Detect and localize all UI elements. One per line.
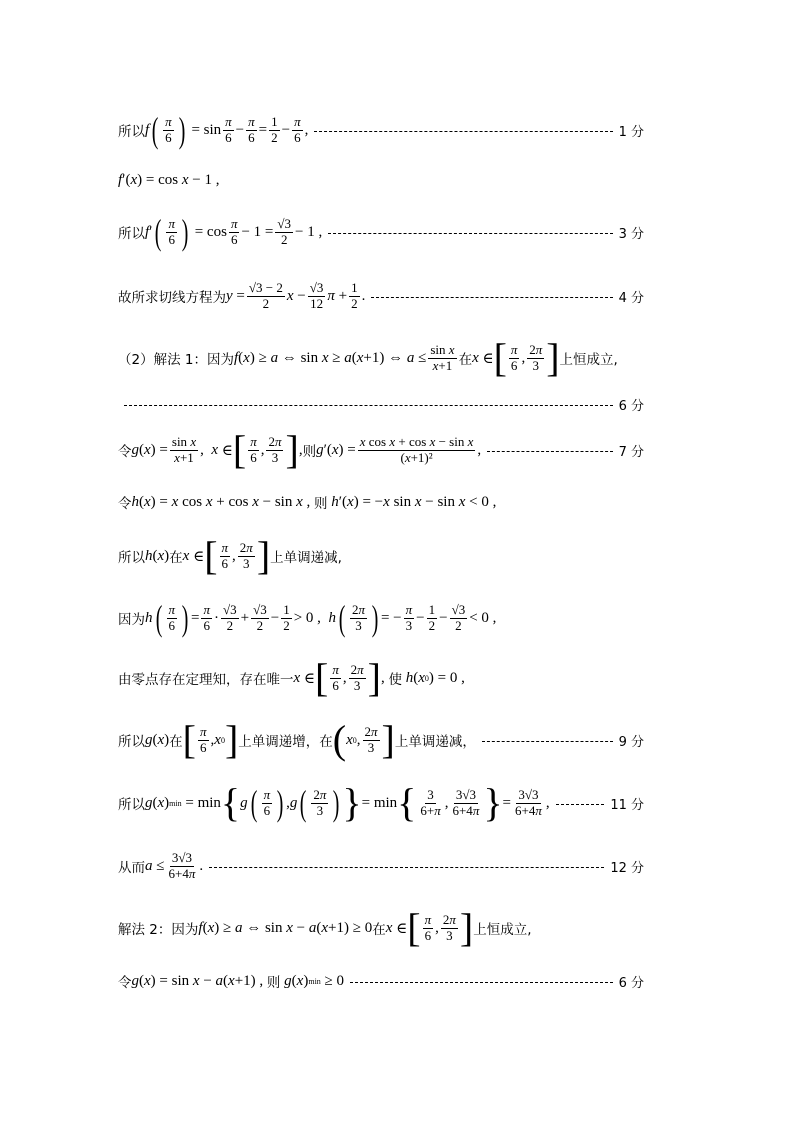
score-label: 11 分: [610, 797, 644, 813]
line-prefix: 所以: [118, 124, 145, 140]
line-prefix: 所以: [118, 797, 145, 813]
score-label: 3 分: [618, 226, 644, 242]
solution-line-7: [118, 427, 644, 472]
line-mid: 使: [388, 672, 402, 688]
line-mid: 则: [314, 496, 328, 512]
math-expression: h ( $\frac{\pi}{6}$ ) = $\frac{\pi}{6}$ · $\frac{√3}{2}$ + $\frac{√3}{2}$ − $\frac{1}{2}$ > 0 , h ( $\frac{2\pi}{3}$ ) = − $\frac{\pi}{3}$ − $\frac{1}{2}$ − $\frac{√3}{2}$ < 0 ,: [145, 598, 497, 638]
line-prefix: 所以: [118, 226, 145, 242]
score-label: 6 分: [618, 398, 644, 414]
line-mid: 在: [372, 922, 386, 938]
line-prefix: 令: [118, 975, 132, 991]
math-expression: f ′ ( $\frac{\pi}{6}$ ) = cos $\frac{\pi}{6}$ − 1 = $\frac{√3}{2}$ − 1 ,: [145, 212, 323, 252]
solution-line-8: [118, 490, 644, 514]
math-expression-2: [ $\frac{\pi}{6}$ , x 0 ]: [182, 717, 239, 762]
dotted-leader: [371, 297, 612, 298]
dotted-leader: [328, 233, 612, 234]
math-expression: f ′( x ) = cos x − 1 ,: [118, 171, 220, 188]
line-prefix: （2）解法 1：因为: [118, 352, 234, 368]
line-prefix: 因为: [118, 612, 145, 628]
math-expression: x ∈ [ $\frac{\pi}{6}$ , $\frac{2\pi}{3}$ ] ,: [293, 655, 389, 700]
solution-line-15: [118, 906, 674, 950]
score-label: 9 分: [618, 734, 644, 750]
line-mid: 则: [302, 444, 317, 460]
solution-line-13: [118, 780, 644, 826]
line-prefix: 所以: [118, 734, 145, 750]
line-prefix: 解法 2：因为: [118, 922, 199, 938]
line-prefix: 所以: [118, 550, 145, 566]
solution-line-11: [118, 656, 644, 700]
line-mid: 在: [458, 352, 473, 368]
line-prefix: 由零点存在定理知，存在唯一: [118, 672, 294, 688]
line-mid: 则: [266, 975, 281, 991]
score-label: 4 分: [618, 290, 644, 306]
dotted-leader: [487, 451, 612, 452]
dotted-leader: [482, 741, 613, 742]
math-expression-2: x ∈ [ $\frac{\pi}{6}$ , $\frac{2\pi}{3}$ ]: [182, 533, 271, 578]
line-suffix: 上恒成立,: [473, 922, 532, 938]
math-expression: g ( x ): [145, 731, 170, 748]
math-expression: f ( x ) ≥ a ⇔ sin x − a ( x +1) ≥ 0: [198, 919, 373, 936]
solution-line-6: [124, 394, 644, 414]
dotted-leader: [124, 405, 613, 406]
math-expression: h ( x ) = x cos x + cos x − sin x ,: [131, 493, 315, 510]
line-prefix: 令: [118, 496, 132, 512]
line-prefix: 令: [118, 444, 132, 460]
dotted-leader: [209, 867, 604, 868]
line-suffix: 上单调递减,: [270, 550, 342, 566]
solution-line-2: [118, 168, 644, 192]
math-expression: a ≤ $\frac{3√3}{6+4\pi}$ .: [145, 849, 204, 881]
score-label: 12 分: [610, 860, 644, 876]
score-label: 7 分: [618, 444, 644, 460]
math-expression-2: x ∈ [ $\frac{\pi}{6}$ , $\frac{2\pi}{3}$ ]: [385, 905, 474, 950]
math-expression: h ( x ): [145, 547, 170, 564]
math-expression-2: g ′( x ) = $\frac{\text{x cos x + cos x − sin x}}{\text{(x+1)²}}$ ,: [316, 433, 482, 465]
score-label: 6 分: [618, 975, 644, 991]
math-expression: g ( x ) = $\frac{\text{sin x}}{x+1}$ , x ∈ [ $\frac{\pi}{6}$ , $\frac{2\pi}{3}$ ] ,: [131, 427, 303, 472]
math-expression-3: ( x 0 , $\frac{2\pi}{3}$ ]: [332, 717, 395, 762]
math-expression-2: g ( x ) min ≥ 0: [284, 972, 345, 989]
score-label: 1 分: [618, 124, 644, 140]
solution-line-9: [118, 534, 644, 578]
solution-line-12: [118, 718, 644, 762]
line-prefix: 从而: [118, 860, 145, 876]
solution-line-4: [118, 276, 644, 316]
math-expression: y = $\frac{√3 - 2}{2}$ x − $\frac{√3}{12}$ π + $\frac{1}{2}$ .: [226, 279, 366, 311]
line-mid: 在: [169, 550, 183, 566]
math-expression: f ( $\frac{\pi}{6}$ ) = sin $\frac{\pi}{6}$ − $\frac{\pi}{6}$ = $\frac{1}{2}$ − $\frac{\pi}{6}$ ,: [145, 110, 309, 150]
solution-line-5: [118, 336, 674, 380]
math-expression: f ( x ) ≥ a ⇔ sin x ≥ a ( x +1) ⇔ a ≤ $\frac{\text{sin x}}{x+1}$: [233, 341, 455, 373]
solution-line-14: [118, 844, 644, 888]
line-suffix-2: 上单调递减，: [394, 734, 476, 750]
math-expression: g ( x ) min = min { g ( $\frac{\pi}{6}$ ) , g ( $\frac{2\pi}{3}$ ) } = min { $\frac{3}{6+\pi}$ , $\frac{3√3}{6+4\pi}$ } = $\frac{3√3}{6+4\pi}$ ,: [145, 780, 550, 825]
solution-line-16: [118, 968, 644, 994]
line-prefix: 故所求切线方程为: [118, 290, 226, 306]
solution-line-10: [118, 596, 644, 640]
solution-line-1: [118, 110, 644, 150]
solution-line-3: [118, 212, 644, 252]
line-suffix: 上单调递增，在: [238, 734, 333, 750]
math-expression-2: h ′( x ) = − x sin x − sin x < 0 ,: [331, 493, 497, 510]
math-expression: g ( x ) = sin x − a ( x +1) ,: [131, 972, 267, 989]
math-expression-2: h ( x 0 ) = 0 ,: [405, 669, 465, 686]
dotted-leader: [350, 982, 613, 983]
line-suffix: 上恒成立,: [559, 352, 618, 368]
dotted-leader: [314, 131, 612, 132]
dotted-leader: [556, 804, 605, 805]
line-mid: 在: [169, 734, 183, 750]
math-expression-2: x ∈ [ $\frac{\pi}{6}$ , $\frac{2\pi}{3}$ ]: [472, 335, 560, 380]
